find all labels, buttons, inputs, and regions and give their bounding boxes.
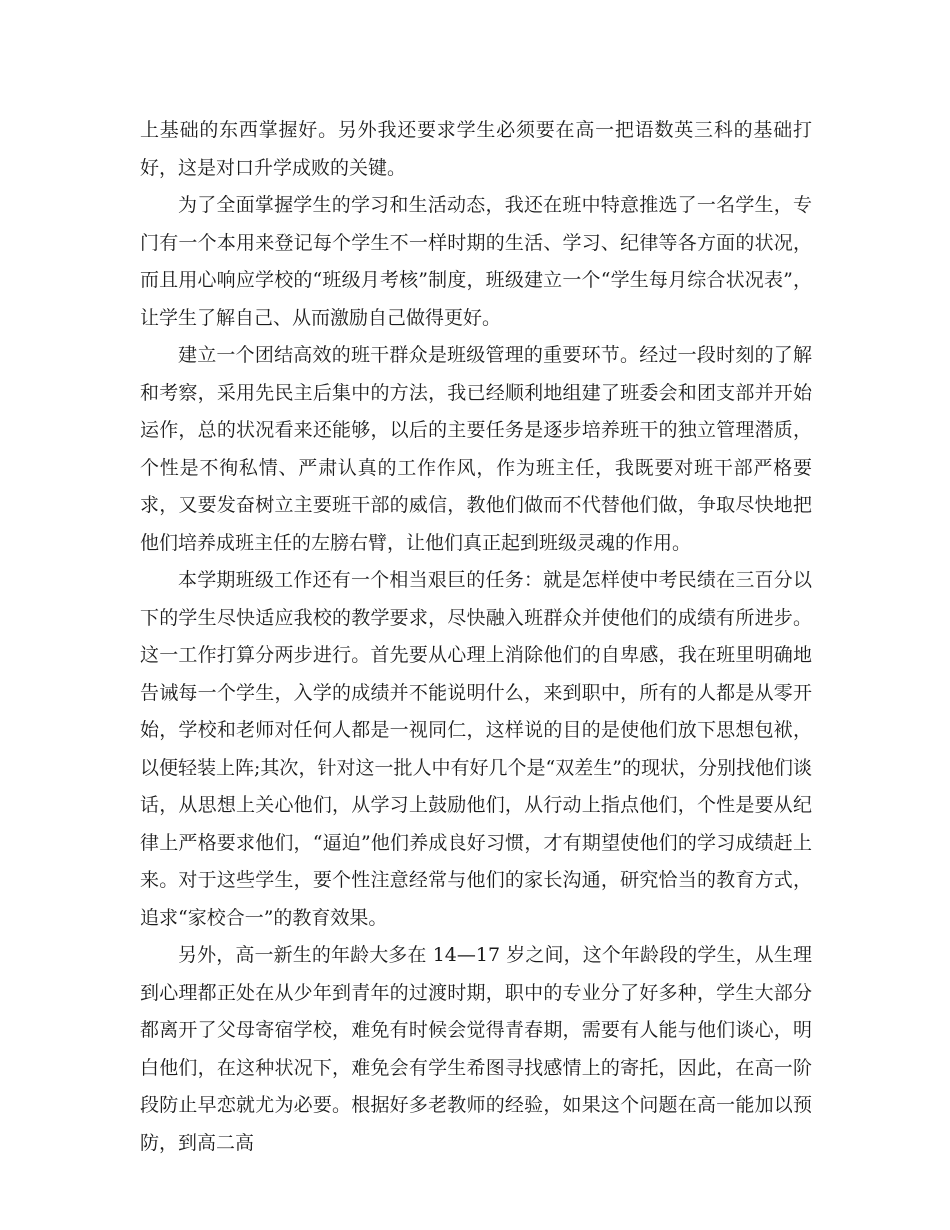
paragraph-4: 本学期班级工作还有一个相当艰巨的任务：就是怎样使中考民绩在三百分以下的学生尽快适应我校的教学要求，尽快融入班群众并使他们的成绩有所进步。这一工作打算分两步进行。首先要从心理上消除他们的自卑感，我在班里明确地告诫每一个学生，入学的成绩并不能说明什么，来到职中，所有的人都是从零开始，学校和老师对任何人都是一视同仁，这样说的目的是使他们放下思想包袱，以便轻装上阵;其次，针对这一批人中有好几个是“双差生”的现状，分别找他们谈话，从思想上关心他们，从学习上鼓励他们，从行动上指点他们，个性是要从纪律上严格要求他们，“逼迫”他们养成良好习惯，才有期望使他们的学习成绩赶上来。对于这些学生，要个性注意经常与他们的家长沟通，研究恰当的教育方式，追求“家校合一”的教育效果。 <box>140 569 812 929</box>
paragraph-2: 为了全面掌握学生的学习和生活动态，我还在班中特意推选了一名学生，专门有一个本用来登记每个学生不一样时期的生活、学习、纪律等各方面的状况，而且用心响应学校的“班级月考核”制度，班级建立一个“学生每月综合状况表”，让学生了解自己、从而激励自己做得更好。 <box>140 194 812 329</box>
paragraph-3: 建立一个团结高效的班干群众是班级管理的重要环节。经过一段时刻的了解和考察，采用先民主后集中的方法，我已经顺利地组建了班委会和团支部并开始运作，总的状况看来还能够，以后的主要任务是逐步培养班干的独立管理潜质，个性是不徇私情、严肃认真的工作作风，作为班主任，我既要对班干部严格要求，又要发奋树立主要班干部的威信，教他们做而不代替他们做，争取尽快地把他们培养成班主任的左膀右臂，让他们真正起到班级灵魂的作用。 <box>140 344 812 554</box>
document-page <box>140 112 812 1162</box>
paragraph-1: 上基础的东西掌握好。另外我还要求学生必须要在高一把语数英三科的基础打好，这是对口升学成败的关键。 <box>140 119 812 179</box>
paragraph-5: 另外，高一新生的年龄大多在 14—17 岁之间，这个年龄段的学生，从生理到心理都正处在从少年到青年的过渡时期，职中的专业分了好多种，学生大部分都离开了父母寄宿学校，难免有时候会觉得青春期，需要有人能与他们谈心，明白他们，在这种状况下，难免会有学生希图寻找感情上的寄托，因此，在高一阶段防止早恋就尤为必要。根据好多老教师的经验，如果这个问题在高一能加以预防，到高二高 <box>140 944 812 1154</box>
